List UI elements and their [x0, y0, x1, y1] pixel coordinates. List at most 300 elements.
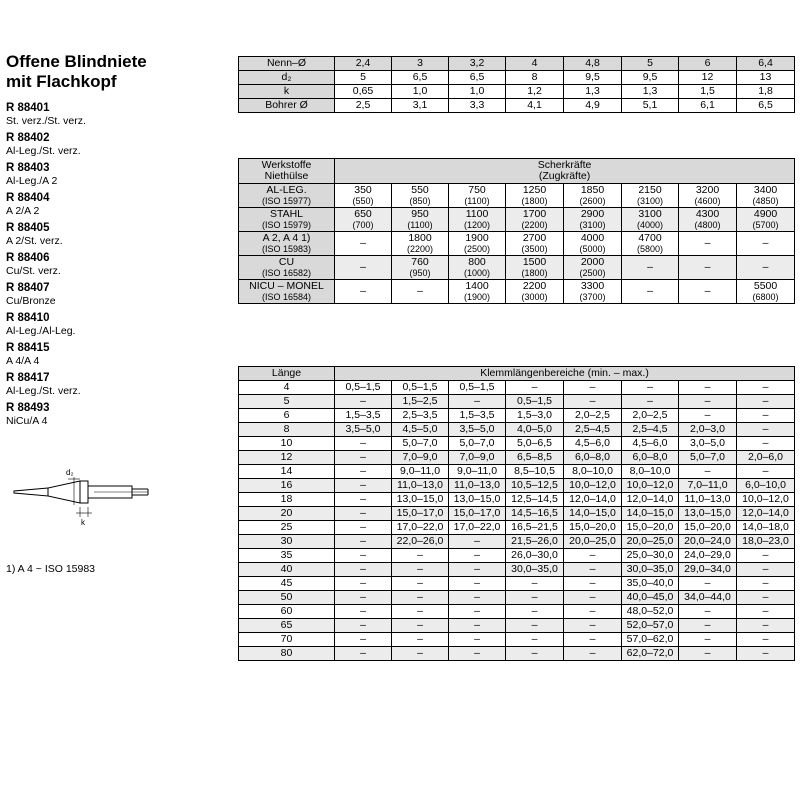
length-label: 20 — [239, 507, 335, 521]
clamp-range-cell: 11,0–13,0 — [449, 479, 506, 493]
clamp-range-cell: – — [564, 577, 622, 591]
clamp-range-cell: – — [506, 619, 564, 633]
product-material: Al-Leg./St. verz. — [6, 385, 81, 397]
product-entry — [6, 402, 234, 427]
column-header: 5 — [622, 57, 679, 71]
clamp-range-cell: – — [449, 395, 506, 409]
clamp-range-cell: 2,0–3,0 — [679, 423, 737, 437]
product-material: NiCu/A 4 — [6, 415, 48, 427]
clamp-range-cell: – — [449, 563, 506, 577]
shear-value: – — [704, 237, 711, 249]
clamp-range-cell: 12,0–14,0 — [622, 493, 679, 507]
clamp-range-cell: 10,0–12,0 — [564, 479, 622, 493]
shear-value-cell — [737, 208, 795, 232]
clamp-range-cell: 15,0–17,0 — [392, 507, 449, 521]
material-name: STAHL — [269, 208, 304, 220]
clamp-range-cell: 14,0–15,0 — [622, 507, 679, 521]
shear-value: 4300 — [695, 208, 720, 220]
shear-value-cell — [679, 256, 737, 280]
table-cell: 1,8 — [737, 85, 795, 99]
length-label: 40 — [239, 563, 335, 577]
drawing-label-k: k — [81, 518, 85, 525]
clamp-range-cell: – — [737, 395, 795, 409]
table-cell: 0,65 — [335, 85, 392, 99]
table-row — [239, 619, 795, 633]
shear-header-line2: (Zugkräfte) — [538, 170, 591, 182]
shear-value: 1400 — [465, 280, 489, 292]
clamp-range-cell: – — [392, 633, 449, 647]
product-entry — [6, 252, 234, 277]
shear-value: – — [647, 261, 653, 273]
material-label — [239, 256, 335, 280]
table-cell: 8 — [506, 71, 564, 85]
clamp-range-cell: – — [564, 591, 622, 605]
clamp-range-cell: – — [506, 577, 564, 591]
clamp-range-cell: – — [564, 633, 622, 647]
clamp-range-cell: 6,0–8,0 — [564, 451, 622, 465]
shear-value-cell — [449, 280, 506, 304]
clamp-range-cell: 5,0–6,5 — [506, 437, 564, 451]
clamp-range-cell: – — [449, 633, 506, 647]
shear-value: 760 — [411, 256, 429, 268]
table-row — [239, 159, 795, 184]
table-row — [239, 577, 795, 591]
shear-corner-line1: Werkstoffe — [261, 159, 312, 171]
tensile-value: (2500) — [579, 268, 606, 278]
length-label: 14 — [239, 465, 335, 479]
shear-value: 1700 — [522, 208, 547, 220]
shear-value-cell — [506, 232, 564, 256]
shear-value: 1500 — [522, 256, 547, 268]
column-header: 6 — [679, 57, 737, 71]
clamp-range-cell: 0,5–1,5 — [392, 381, 449, 395]
clamp-range-cell: 7,0–9,0 — [449, 451, 506, 465]
shear-value-cell — [392, 280, 449, 304]
shear-value-cell — [737, 280, 795, 304]
page-title — [6, 52, 234, 92]
clamp-range-cell: – — [737, 633, 795, 647]
material-name: A 2, A 4 1) — [262, 232, 311, 244]
clamp-range-cell: – — [449, 549, 506, 563]
product-material: St. verz./St. verz. — [6, 115, 86, 127]
product-code-list — [6, 102, 234, 427]
clamp-range-cell: 15,0–20,0 — [679, 521, 737, 535]
table-row — [239, 367, 795, 381]
clamp-range-cell: 40,0–45,0 — [622, 591, 679, 605]
shear-value: – — [360, 237, 366, 249]
length-label: 80 — [239, 647, 335, 661]
length-label: 12 — [239, 451, 335, 465]
clamp-range-cell: – — [392, 591, 449, 605]
clamp-range-cell: – — [737, 465, 795, 479]
length-label: 4 — [239, 381, 335, 395]
clamp-range-cell: 0,5–1,5 — [449, 381, 506, 395]
shear-value-cell — [622, 280, 679, 304]
shear-value-cell — [335, 184, 392, 208]
table-row — [239, 633, 795, 647]
clamp-range-cell: 2,0–2,5 — [564, 409, 622, 423]
shear-value: 3100 — [638, 208, 662, 220]
clamp-range-cell: 11,0–13,0 — [679, 493, 737, 507]
table-cell: 1,0 — [392, 85, 449, 99]
shear-value: 3300 — [580, 280, 605, 292]
footnote: 1) A 4 ~ ISO 15983 — [6, 563, 96, 575]
clamp-range-cell: – — [335, 647, 392, 661]
left-column — [6, 52, 234, 432]
table-cell: 4,9 — [564, 99, 622, 113]
product-material: A 4/A 4 — [6, 355, 40, 367]
table-cell: 1,5 — [679, 85, 737, 99]
product-code: R 88415 — [6, 342, 50, 354]
table-cell: 6,5 — [737, 99, 795, 113]
clamp-range-cell: – — [335, 577, 392, 591]
clamp-range-cell: 3,5–5,0 — [335, 423, 392, 437]
shear-value: 550 — [411, 184, 429, 196]
clamp-range-cell: – — [737, 549, 795, 563]
shear-value: 1850 — [580, 184, 605, 196]
clamp-range-cell: 7,0–9,0 — [392, 451, 449, 465]
length-label: 16 — [239, 479, 335, 493]
row-header: Bohrer Ø — [239, 99, 335, 113]
clamp-range-cell: – — [392, 577, 449, 591]
product-code: R 88405 — [6, 222, 50, 234]
clamp-range-cell: – — [392, 563, 449, 577]
clamp-range-cell: 62,0–72,0 — [622, 647, 679, 661]
clamp-range-cell: 1,5–2,5 — [392, 395, 449, 409]
table-cell: 3,1 — [392, 99, 449, 113]
tensile-value: (1100) — [464, 196, 490, 206]
clamp-range-cell: – — [679, 409, 737, 423]
clamp-range-cell: – — [679, 605, 737, 619]
shear-value-cell — [449, 208, 506, 232]
shear-value-cell — [622, 184, 679, 208]
shear-value-cell — [392, 184, 449, 208]
clamp-range-cell: – — [335, 619, 392, 633]
tensile-value: (3100) — [579, 220, 606, 230]
clamp-range-cell: – — [335, 507, 392, 521]
product-entry — [6, 282, 234, 307]
clamp-range-cell: 12,5–14,5 — [506, 493, 564, 507]
clamp-range-cell: – — [506, 647, 564, 661]
clamp-range-cell: – — [679, 381, 737, 395]
dimension-table — [238, 56, 795, 113]
table-row — [239, 184, 795, 208]
product-material: A 2/A 2 — [6, 205, 40, 217]
clamp-range-cell: – — [622, 381, 679, 395]
tensile-value: (1100) — [407, 220, 433, 230]
shear-value: 750 — [468, 184, 486, 196]
page-title-line2: mit Flachkopf — [6, 72, 117, 91]
clamp-range-cell: – — [335, 451, 392, 465]
clamp-range-cell: 30,0–35,0 — [622, 563, 679, 577]
clamp-range-cell: – — [737, 605, 795, 619]
clamp-length-table — [238, 366, 795, 661]
clamp-range-cell: – — [392, 605, 449, 619]
column-header: 2,4 — [335, 57, 392, 71]
clamp-range-cell: – — [335, 437, 392, 451]
clamp-range-cell: 4,5–6,0 — [622, 437, 679, 451]
column-header: 4 — [506, 57, 564, 71]
clamp-range-cell: – — [564, 619, 622, 633]
length-label: 10 — [239, 437, 335, 451]
product-code: R 88402 — [6, 132, 50, 144]
table-cell: 5,1 — [622, 99, 679, 113]
clamp-range-cell: 6,5–8,5 — [506, 451, 564, 465]
clamp-range-cell: 16,5–21,5 — [506, 521, 564, 535]
clamp-range-cell: – — [564, 647, 622, 661]
shear-value-cell — [335, 256, 392, 280]
product-entry — [6, 312, 234, 337]
product-entry — [6, 162, 234, 187]
shear-value: – — [360, 285, 366, 297]
shear-value: 650 — [354, 208, 372, 220]
clamp-range-cell: 15,0–20,0 — [622, 521, 679, 535]
clamp-range-cell: 12,0–14,0 — [564, 493, 622, 507]
material-standard: (ISO 15977) — [261, 196, 312, 206]
clamp-range-cell: 10,5–12,5 — [506, 479, 564, 493]
length-label: 5 — [239, 395, 335, 409]
shear-value-cell — [622, 208, 679, 232]
shear-value: – — [647, 285, 653, 297]
table-cell: 6,5 — [392, 71, 449, 85]
clamp-range-cell: 7,0–11,0 — [679, 479, 737, 493]
clamp-range-cell: 48,0–52,0 — [622, 605, 679, 619]
clamp-range-cell: – — [335, 563, 392, 577]
table-row — [239, 85, 795, 99]
material-standard: (ISO 15983) — [261, 244, 312, 254]
shear-value-cell — [679, 208, 737, 232]
tensile-value: (3000) — [521, 292, 548, 302]
clamp-range-cell: 22,0–26,0 — [392, 535, 449, 549]
table-cell: 6,1 — [679, 99, 737, 113]
clamp-range-cell: – — [737, 381, 795, 395]
clamp-range-cell: – — [737, 437, 795, 451]
length-label: 50 — [239, 591, 335, 605]
tensile-value: (2500) — [463, 244, 490, 254]
clamp-range-cell: 3,5–5,0 — [449, 423, 506, 437]
clamp-range-cell: 2,0–6,0 — [737, 451, 795, 465]
clamp-range-cell: – — [335, 535, 392, 549]
clamp-range-cell: – — [449, 619, 506, 633]
material-label — [239, 208, 335, 232]
length-label: 60 — [239, 605, 335, 619]
material-standard: (ISO 16584) — [261, 292, 312, 302]
row-header: k — [239, 85, 335, 99]
table-row — [239, 479, 795, 493]
shear-header-line1: Scherkräfte — [537, 159, 592, 171]
column-header: 3 — [392, 57, 449, 71]
clamp-range-cell: – — [392, 647, 449, 661]
shear-value: – — [417, 285, 423, 297]
clamp-range-cell: 14,0–18,0 — [737, 521, 795, 535]
tensile-value: (2200) — [406, 244, 433, 254]
table-row — [239, 437, 795, 451]
clamp-range-cell: – — [335, 493, 392, 507]
table-cell: 1,2 — [506, 85, 564, 99]
clamp-range-cell: 25,0–30,0 — [622, 549, 679, 563]
clamp-range-cell: 2,5–3,5 — [392, 409, 449, 423]
clamp-range-cell: 13,0–15,0 — [392, 493, 449, 507]
clamp-range-cell: – — [335, 633, 392, 647]
clamp-range-cell: – — [737, 619, 795, 633]
table-cell: 12 — [679, 71, 737, 85]
clamp-range-cell: 9,0–11,0 — [449, 465, 506, 479]
clamp-range-cell: 14,5–16,5 — [506, 507, 564, 521]
table-row — [239, 280, 795, 304]
table-row — [239, 381, 795, 395]
clamp-range-cell: – — [564, 549, 622, 563]
clamp-range-cell: 20,0–24,0 — [679, 535, 737, 549]
tensile-value: (6800) — [752, 292, 779, 302]
material-label — [239, 232, 335, 256]
clamp-range-cell: – — [335, 395, 392, 409]
clamp-range-cell: – — [392, 619, 449, 633]
table-row — [239, 521, 795, 535]
tensile-value: (3500) — [521, 244, 548, 254]
clamp-range-cell: 57,0–62,0 — [622, 633, 679, 647]
clamp-range-cell: 52,0–57,0 — [622, 619, 679, 633]
product-code: R 88417 — [6, 372, 50, 384]
table-row — [239, 493, 795, 507]
table-row — [239, 591, 795, 605]
shear-value-cell — [564, 208, 622, 232]
length-label: 8 — [239, 423, 335, 437]
shear-value-cell — [679, 232, 737, 256]
tensile-value: (1800) — [521, 196, 548, 206]
table-row — [239, 232, 795, 256]
shear-corner-label — [239, 159, 335, 184]
drawing-label-d2: d₂ — [66, 468, 74, 477]
clamp-range-cell: – — [679, 633, 737, 647]
clamp-range-cell: 8,0–10,0 — [622, 465, 679, 479]
tensile-value: (1000) — [463, 268, 490, 278]
clamp-range-cell: 2,0–2,5 — [622, 409, 679, 423]
shear-value-cell — [564, 280, 622, 304]
clamp-range-cell: 6,0–10,0 — [737, 479, 795, 493]
clamp-range-cell: – — [449, 577, 506, 591]
table-row — [239, 605, 795, 619]
tensile-value: (4800) — [694, 220, 721, 230]
shear-value-cell — [506, 184, 564, 208]
clamp-range-cell: – — [737, 563, 795, 577]
product-code: R 88410 — [6, 312, 50, 324]
material-name: AL-LEG. — [266, 184, 307, 196]
shear-header — [335, 159, 795, 184]
product-code: R 88401 — [6, 102, 50, 114]
table-cell: 9,5 — [564, 71, 622, 85]
product-entry — [6, 342, 234, 367]
clamp-range-cell: – — [679, 465, 737, 479]
length-label: 6 — [239, 409, 335, 423]
shear-value: 4000 — [580, 232, 605, 244]
table-row — [239, 549, 795, 563]
clamp-range-cell: – — [335, 479, 392, 493]
tensile-value: (5000) — [579, 244, 606, 254]
shear-value-cell — [506, 280, 564, 304]
length-label: 65 — [239, 619, 335, 633]
table-row — [239, 395, 795, 409]
shear-value-cell — [564, 232, 622, 256]
shear-value-cell — [449, 232, 506, 256]
tensile-value: (5800) — [636, 244, 663, 254]
clamp-range-cell: 5,0–7,0 — [449, 437, 506, 451]
table-row — [239, 256, 795, 280]
clamp-range-cell: 2,5–4,5 — [564, 423, 622, 437]
clamp-range-cell: 4,5–5,0 — [392, 423, 449, 437]
shear-value-cell — [449, 184, 506, 208]
shear-value-cell — [679, 280, 737, 304]
clamp-range-cell: – — [737, 647, 795, 661]
shear-value-cell — [335, 232, 392, 256]
clamp-range-cell: 5,0–7,0 — [392, 437, 449, 451]
clamp-range-cell: – — [506, 381, 564, 395]
clamp-range-cell: 17,0–22,0 — [449, 521, 506, 535]
table-row — [239, 423, 795, 437]
shear-value: – — [704, 261, 711, 273]
clamp-range-cell: – — [449, 591, 506, 605]
clamp-range-cell: 15,0–20,0 — [564, 521, 622, 535]
row-header: Nenn–Ø — [239, 57, 335, 71]
shear-value-cell — [737, 232, 795, 256]
clamp-range-cell: 11,0–13,0 — [392, 479, 449, 493]
clamp-range-cell: – — [335, 605, 392, 619]
shear-value: 950 — [411, 208, 429, 220]
material-standard: (ISO 15979) — [261, 220, 312, 230]
shear-value-cell — [392, 256, 449, 280]
table-row — [239, 409, 795, 423]
table-cell: 6,5 — [449, 71, 506, 85]
length-header: Klemmlängenbereiche (min. – max.) — [335, 367, 795, 381]
shear-value-cell — [737, 256, 795, 280]
table-row — [239, 57, 795, 71]
shear-value: 800 — [468, 256, 486, 268]
clamp-range-cell: – — [737, 577, 795, 591]
product-code: R 88403 — [6, 162, 50, 174]
tensile-value: (4850) — [752, 196, 779, 206]
shear-value: 4900 — [753, 208, 778, 220]
tensile-value: (850) — [409, 196, 431, 206]
clamp-range-cell: 30,0–35,0 — [506, 563, 564, 577]
material-standard: (ISO 16582) — [261, 268, 312, 278]
clamp-range-cell: 1,5–3,5 — [449, 409, 506, 423]
table-cell: 1,3 — [622, 85, 679, 99]
product-material: Al-Leg./A 2 — [6, 175, 58, 187]
tensile-value: (3700) — [579, 292, 606, 302]
tensile-value: (4600) — [694, 196, 721, 206]
table-row — [239, 465, 795, 479]
shear-value: 2150 — [638, 184, 662, 196]
clamp-range-cell: 15,0–17,0 — [449, 507, 506, 521]
shear-value: 2200 — [522, 280, 547, 292]
clamp-range-cell: 20,0–25,0 — [622, 535, 679, 549]
shear-value: 4700 — [638, 232, 662, 244]
table-cell: 1,3 — [564, 85, 622, 99]
table-cell: 9,5 — [622, 71, 679, 85]
shear-value: 2900 — [580, 208, 605, 220]
clamp-range-cell: – — [506, 633, 564, 647]
shear-value-cell — [564, 256, 622, 280]
shear-value: 1900 — [465, 232, 489, 244]
clamp-range-cell: 35,0–40,0 — [622, 577, 679, 591]
tensile-value: (700) — [352, 220, 374, 230]
tensile-value: (1200) — [463, 220, 490, 230]
clamp-range-cell: – — [335, 591, 392, 605]
clamp-range-cell: 3,0–5,0 — [679, 437, 737, 451]
table-row — [239, 99, 795, 113]
table-row — [239, 208, 795, 232]
shear-value: 3200 — [695, 184, 720, 196]
tensile-value: (950) — [409, 268, 431, 278]
